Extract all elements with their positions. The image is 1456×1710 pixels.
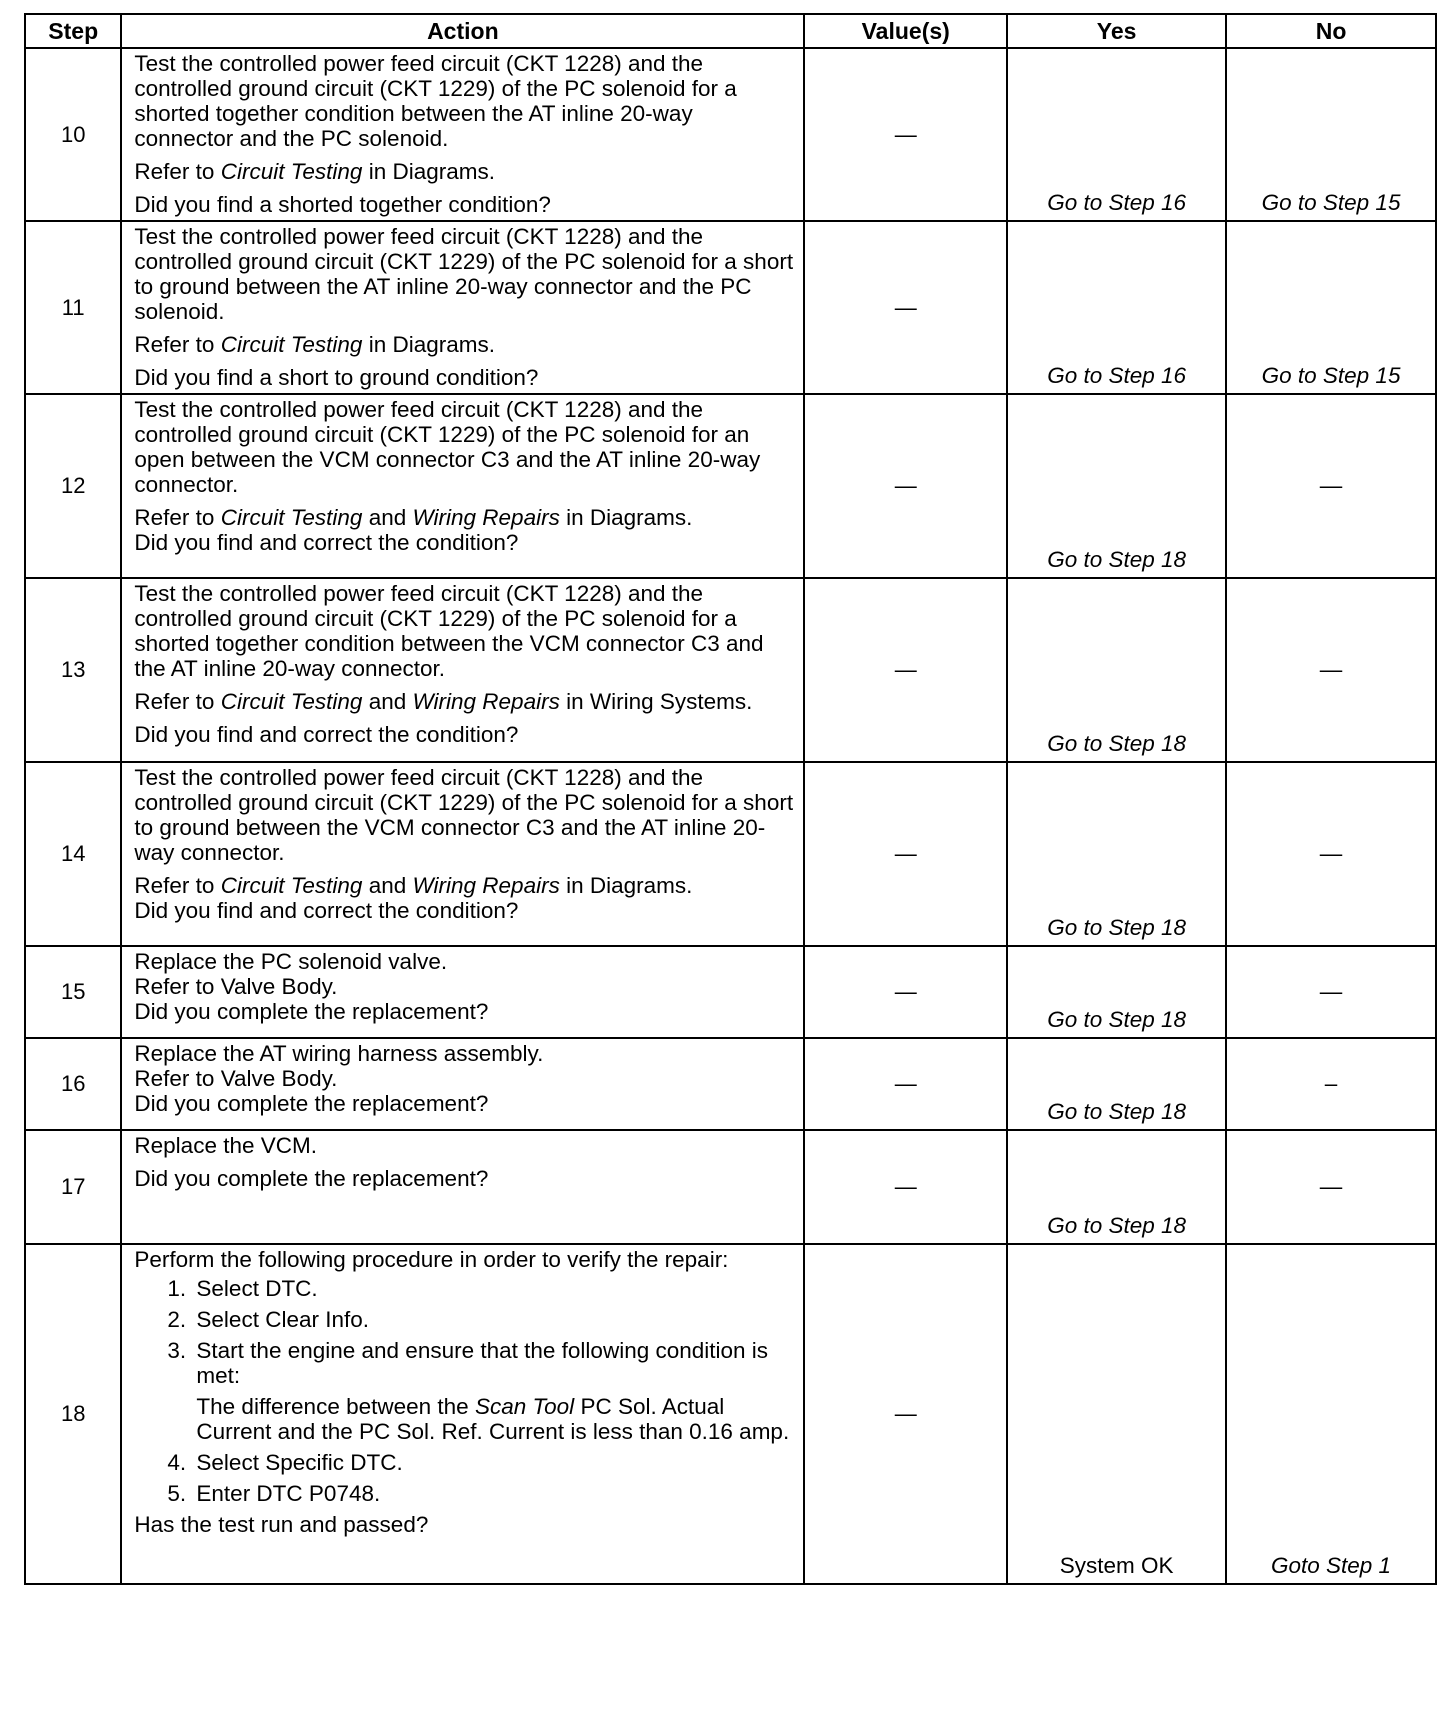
refer-circuit-testing: Circuit Testing bbox=[220, 332, 363, 357]
value-cell: — bbox=[804, 1244, 1007, 1584]
value-cell: — bbox=[804, 762, 1007, 946]
refer-line bbox=[134, 873, 795, 898]
refer-line bbox=[134, 505, 795, 530]
yes-cell: Go to Step 16 bbox=[1007, 48, 1226, 221]
refer-line bbox=[134, 689, 795, 714]
action-cell bbox=[121, 221, 804, 394]
refer-suffix: Diagrams. bbox=[392, 159, 495, 184]
refer-line bbox=[134, 159, 795, 184]
refer-circuit-testing: Circuit Testing bbox=[220, 873, 363, 898]
yes-cell: Go to Step 18 bbox=[1007, 1038, 1226, 1130]
no-cell: — bbox=[1226, 578, 1436, 762]
refer-suffix: Wiring Systems. bbox=[589, 689, 753, 714]
step-number: 16 bbox=[25, 1038, 121, 1130]
refer-suffix: Diagrams. bbox=[392, 332, 495, 357]
refer-and: and bbox=[362, 689, 413, 714]
action-text: Test the controlled power feed circuit (CKT 1228) and the controlled ground circuit (CKT 1229) of the PC solenoid for a short to ground between the AT inline 20-way connector and the PC solenoid. bbox=[134, 224, 794, 324]
value-cell: — bbox=[804, 1130, 1007, 1244]
action-cell bbox=[121, 1130, 804, 1244]
step-number: 10 bbox=[25, 48, 121, 221]
no-cell: Goto Step 1 bbox=[1226, 1244, 1436, 1584]
action-text: Test the controlled power feed circuit (CKT 1228) and the controlled ground circuit (CKT 1229) of the PC solenoid for a shorted together condition between the AT inline 20-way connector and the PC solenoid. bbox=[134, 51, 737, 151]
header-no: No bbox=[1226, 14, 1436, 48]
step-number: 18 bbox=[25, 1244, 121, 1584]
value-cell: — bbox=[804, 1038, 1007, 1130]
refer-line: Refer to Valve Body. bbox=[134, 974, 338, 999]
action-text: Replace the VCM. bbox=[134, 1133, 317, 1158]
step-number: 13 bbox=[25, 578, 121, 762]
table-row bbox=[25, 578, 1436, 762]
question-text: Did you complete the replacement? bbox=[134, 1091, 489, 1116]
yes-cell: Go to Step 18 bbox=[1007, 394, 1226, 578]
refer-wiring-repairs: Wiring Repairs bbox=[412, 873, 560, 898]
value-cell: — bbox=[804, 578, 1007, 762]
yes-cell: Go to Step 16 bbox=[1007, 221, 1226, 394]
question-text: Did you complete the replacement? bbox=[134, 999, 489, 1024]
procedure-step: 5. Enter DTC P0748. bbox=[192, 1481, 795, 1506]
action-cell bbox=[121, 48, 804, 221]
value-cell: — bbox=[804, 221, 1007, 394]
step-number: 14 bbox=[25, 762, 121, 946]
no-cell: — bbox=[1226, 394, 1436, 578]
action-cell bbox=[121, 394, 804, 578]
header-step: Step bbox=[25, 14, 121, 48]
value-cell: — bbox=[804, 394, 1007, 578]
no-cell: — bbox=[1226, 762, 1436, 946]
table-row bbox=[25, 394, 1436, 578]
header-action: Action bbox=[121, 14, 804, 48]
header-yes: Yes bbox=[1007, 14, 1226, 48]
note-scan-tool: Scan Tool bbox=[474, 1394, 575, 1419]
procedure-step: 1. Select DTC. bbox=[192, 1276, 795, 1301]
step-number: 12 bbox=[25, 394, 121, 578]
table-row bbox=[25, 221, 1436, 394]
action-cell bbox=[121, 946, 804, 1038]
refer-prefix: Refer to bbox=[134, 159, 221, 184]
no-cell: — bbox=[1226, 946, 1436, 1038]
refer-and: and bbox=[362, 873, 413, 898]
no-cell: Go to Step 15 bbox=[1226, 221, 1436, 394]
refer-mid: in bbox=[362, 159, 393, 184]
refer-mid: in bbox=[559, 505, 590, 530]
refer-circuit-testing: Circuit Testing bbox=[220, 505, 363, 530]
refer-line: Refer to Valve Body. bbox=[134, 1066, 338, 1091]
refer-wiring-repairs: Wiring Repairs bbox=[412, 505, 560, 530]
yes-cell: Go to Step 18 bbox=[1007, 578, 1226, 762]
action-text: Replace the PC solenoid valve. bbox=[134, 949, 448, 974]
action-text: Replace the AT wiring harness assembly. bbox=[134, 1041, 544, 1066]
refer-and: and bbox=[362, 505, 413, 530]
refer-prefix: Refer to bbox=[134, 689, 221, 714]
procedure-step bbox=[192, 1338, 795, 1444]
action-text: Test the controlled power feed circuit (CKT 1228) and the controlled ground circuit (CKT 1229) of the PC solenoid for a shorted together condition between the VCM connector C3 and the AT inline 20-way connector. bbox=[134, 581, 764, 681]
condition-note bbox=[196, 1394, 795, 1444]
header-row bbox=[25, 14, 1436, 48]
action-cell bbox=[121, 762, 804, 946]
question-text: Did you find and correct the condition? bbox=[134, 898, 519, 923]
step-number: 15 bbox=[25, 946, 121, 1038]
procedure-step-text: Start the engine and ensure that the following condition is met: bbox=[196, 1338, 769, 1388]
table-row bbox=[25, 762, 1436, 946]
procedure-list bbox=[134, 1276, 795, 1506]
question-text: Did you find and correct the condition? bbox=[134, 722, 519, 747]
refer-prefix: Refer to bbox=[134, 332, 221, 357]
note-suffix: PC Sol. Actual Current and the PC Sol. Ref. Current is less than 0.16 amp. bbox=[196, 1394, 790, 1444]
step-number: 11 bbox=[25, 221, 121, 394]
yes-cell: Go to Step 18 bbox=[1007, 1130, 1226, 1244]
yes-cell: Go to Step 18 bbox=[1007, 946, 1226, 1038]
action-text: Perform the following procedure in order to verify the repair: bbox=[134, 1247, 729, 1272]
action-text: Test the controlled power feed circuit (CKT 1228) and the controlled ground circuit (CKT 1229) of the PC solenoid for an open between the VCM connector C3 and the AT inline 20-way connector. bbox=[134, 397, 761, 497]
no-cell: – bbox=[1226, 1038, 1436, 1130]
refer-prefix: Refer to bbox=[134, 505, 221, 530]
yes-cell: System OK bbox=[1007, 1244, 1226, 1584]
refer-circuit-testing: Circuit Testing bbox=[220, 689, 363, 714]
header-values: Value(s) bbox=[804, 14, 1007, 48]
refer-prefix: Refer to bbox=[134, 873, 221, 898]
table-row bbox=[25, 1244, 1436, 1584]
question-text: Did you complete the replacement? bbox=[134, 1166, 489, 1191]
step-number: 17 bbox=[25, 1130, 121, 1244]
procedure-step: 2. Select Clear Info. bbox=[192, 1307, 795, 1332]
refer-mid: in bbox=[559, 873, 590, 898]
action-cell bbox=[121, 1038, 804, 1130]
action-text: Test the controlled power feed circuit (CKT 1228) and the controlled ground circuit (CKT 1229) of the PC solenoid for a short to ground between the VCM connector C3 and the AT inline 20-way connector. bbox=[134, 765, 794, 865]
question-text: Has the test run and passed? bbox=[134, 1512, 429, 1537]
refer-line bbox=[134, 332, 795, 357]
diagnostic-table bbox=[24, 13, 1437, 1585]
refer-circuit-testing: Circuit Testing bbox=[220, 159, 363, 184]
refer-wiring-repairs: Wiring Repairs bbox=[412, 689, 560, 714]
action-cell bbox=[121, 1244, 804, 1584]
refer-suffix: Diagrams. bbox=[589, 505, 693, 530]
question-text: Did you find and correct the condition? bbox=[134, 530, 519, 555]
table-row bbox=[25, 48, 1436, 221]
no-cell: Go to Step 15 bbox=[1226, 48, 1436, 221]
refer-mid: in bbox=[559, 689, 590, 714]
question-text: Did you find a shorted together condition? bbox=[134, 192, 551, 217]
refer-mid: in bbox=[362, 332, 393, 357]
procedure-step: 4. Select Specific DTC. bbox=[192, 1450, 795, 1475]
value-cell: — bbox=[804, 946, 1007, 1038]
action-cell bbox=[121, 578, 804, 762]
note-prefix: The difference between the bbox=[196, 1394, 475, 1419]
question-text: Did you find a short to ground condition? bbox=[134, 365, 539, 390]
table-row bbox=[25, 946, 1436, 1038]
refer-suffix: Diagrams. bbox=[589, 873, 693, 898]
table-row bbox=[25, 1130, 1436, 1244]
value-cell: — bbox=[804, 48, 1007, 221]
yes-cell: Go to Step 18 bbox=[1007, 762, 1226, 946]
no-cell: — bbox=[1226, 1130, 1436, 1244]
table-row bbox=[25, 1038, 1436, 1130]
